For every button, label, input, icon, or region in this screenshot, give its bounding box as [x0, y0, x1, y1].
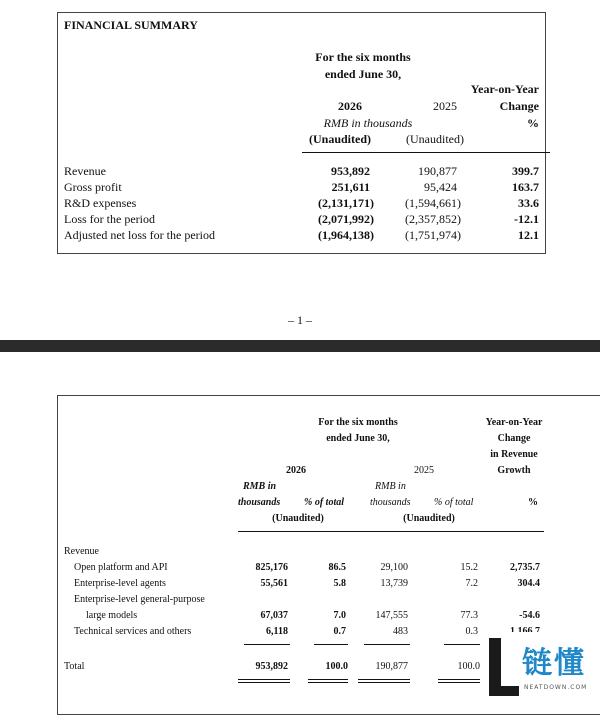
total-pct2026: 100.0 — [325, 661, 348, 672]
unaudited-2026: (Unaudited) — [308, 132, 371, 146]
row-pct2026-open-platform: 86.5 — [328, 562, 346, 573]
row-2025-loss: (2,357,852) — [405, 212, 461, 226]
yoy-header-line1: Year-on-Year — [485, 417, 543, 428]
year-2026: 2026 — [286, 465, 306, 476]
section-revenue-label: Revenue — [64, 546, 99, 557]
total-2025: 190,877 — [375, 661, 408, 672]
row-change-gross-profit: 163.7 — [512, 180, 539, 194]
subtotal-rule-pct2025 — [444, 644, 480, 645]
period-header-line1: For the six months — [315, 50, 411, 64]
row-label-general-purpose: Enterprise-level general-purpose — [74, 594, 205, 605]
row-label-enterprise-agents: Enterprise-level agents — [74, 578, 166, 589]
section-title: FINANCIAL SUMMARY — [64, 18, 198, 32]
year-2026: 2026 — [338, 99, 362, 113]
page-one — [0, 0, 600, 340]
row-pct2025-technical-services: 0.3 — [465, 626, 478, 637]
row-2025-adjusted-net-loss: (1,751,974) — [405, 228, 461, 242]
total-pct2025: 100.0 — [457, 661, 480, 672]
total-double-rule-pct2026-b — [308, 682, 348, 683]
pct-total-2026: % of total — [304, 497, 344, 508]
financial-summary-box — [57, 12, 546, 254]
row-change-rd-expenses: 33.6 — [518, 196, 539, 210]
row-label-revenue: Revenue — [64, 164, 106, 178]
row-pct2026-general-purpose: 7.0 — [333, 610, 346, 621]
logo-foot-icon — [489, 686, 519, 696]
page-number: – 1 – — [288, 313, 312, 327]
row-2025-revenue: 190,877 — [418, 164, 457, 178]
watermark-logo — [486, 632, 600, 703]
rmb-in-2025: RMB in — [375, 481, 406, 492]
row-2025-enterprise-agents: 13,739 — [380, 578, 408, 589]
row-2026-revenue: 953,892 — [331, 164, 370, 178]
logo-text: 链懂 — [522, 646, 586, 681]
rmb-in-2026: RMB in — [243, 481, 277, 492]
row-2025-rd-expenses: (1,594,661) — [405, 196, 461, 210]
unaudited-2025: (Unaudited) — [406, 132, 464, 146]
yoy-header-line2: Change — [499, 99, 539, 113]
row-label-loss: Loss for the period — [64, 212, 155, 226]
row-2026-enterprise-agents: 55,561 — [260, 578, 288, 589]
total-double-rule-pct2026-a — [308, 679, 348, 680]
row-label-rd-expenses: R&D expenses — [64, 196, 137, 210]
row-2026-loss: (2,071,992) — [318, 212, 374, 226]
page-separator — [0, 340, 600, 352]
thousands-2025: thousands — [370, 497, 411, 508]
year-2025: 2025 — [433, 99, 457, 113]
period-header-line2: ended June 30, — [326, 433, 390, 444]
yoy-header-line4: Growth — [497, 465, 531, 476]
total-label: Total — [64, 661, 85, 672]
row-pct2025-open-platform: 15.2 — [460, 562, 478, 573]
total-double-rule-2026-a — [238, 679, 290, 680]
total-double-rule-2025-b — [358, 682, 410, 683]
unaudited-2025: (Unaudited) — [403, 513, 455, 524]
row-2026-open-platform: 825,176 — [255, 562, 288, 573]
logo-subtext: NEATDOWN.COM — [524, 684, 588, 691]
row-2026-technical-services: 6,118 — [266, 626, 288, 637]
row-2025-open-platform: 29,100 — [380, 562, 408, 573]
row-pct2026-enterprise-agents: 5.8 — [333, 578, 346, 589]
header-rule — [238, 531, 544, 532]
year-2025: 2025 — [414, 465, 434, 476]
row-2025-technical-services: 483 — [393, 626, 408, 637]
row-2026-general-purpose: 67,037 — [260, 610, 288, 621]
row-2026-rd-expenses: (2,131,171) — [318, 196, 374, 210]
row-2025-gross-profit: 95,424 — [424, 180, 457, 194]
total-double-rule-pct2025-b — [438, 682, 480, 683]
yoy-header-line2: Change — [497, 433, 531, 444]
row-label-open-platform: Open platform and API — [74, 562, 168, 573]
row-2026-gross-profit: 251,611 — [331, 180, 370, 194]
row-change-revenue: 399.7 — [512, 164, 539, 178]
row-label-general-purpose-line2: large models — [86, 610, 138, 621]
row-label-adjusted-net-loss: Adjusted net loss for the period — [64, 228, 215, 242]
row-2025-general-purpose: 147,555 — [375, 610, 408, 621]
yoy-header-line3: in Revenue — [490, 449, 538, 460]
row-change-loss: -12.1 — [514, 212, 539, 226]
row-growth-enterprise-agents: 304.4 — [517, 578, 540, 589]
row-growth-open-platform: 2,735.7 — [510, 562, 540, 573]
row-change-adjusted-net-loss: 12.1 — [518, 228, 539, 242]
row-label-technical-services: Technical services and others — [74, 626, 192, 637]
pct-total-2025: % of total — [434, 497, 474, 508]
subtotal-rule-2025 — [364, 644, 410, 645]
total-double-rule-2026-b — [238, 682, 290, 683]
growth-unit: % — [528, 497, 538, 508]
row-2026-adjusted-net-loss: (1,964,138) — [318, 228, 374, 242]
units-label: RMB in thousands — [323, 116, 413, 130]
yoy-unit: % — [527, 116, 539, 130]
total-double-rule-2025-a — [358, 679, 410, 680]
header-rule — [302, 152, 550, 153]
row-label-gross-profit: Gross profit — [64, 180, 122, 194]
period-header-line1: For the six months — [318, 417, 398, 428]
row-pct2026-technical-services: 0.7 — [333, 626, 346, 637]
row-pct2025-enterprise-agents: 7.2 — [465, 578, 478, 589]
row-growth-general-purpose: -54.6 — [519, 610, 540, 621]
unaudited-2026: (Unaudited) — [272, 513, 324, 524]
yoy-header-line1: Year-on-Year — [470, 82, 539, 96]
thousands-2026: thousands — [238, 497, 281, 508]
row-pct2025-general-purpose: 77.3 — [460, 610, 478, 621]
total-double-rule-pct2025-a — [438, 679, 480, 680]
period-header-line2: ended June 30, — [324, 67, 402, 81]
subtotal-rule-2026 — [244, 644, 290, 645]
subtotal-rule-pct2026 — [314, 644, 348, 645]
total-2026: 953,892 — [255, 661, 288, 672]
